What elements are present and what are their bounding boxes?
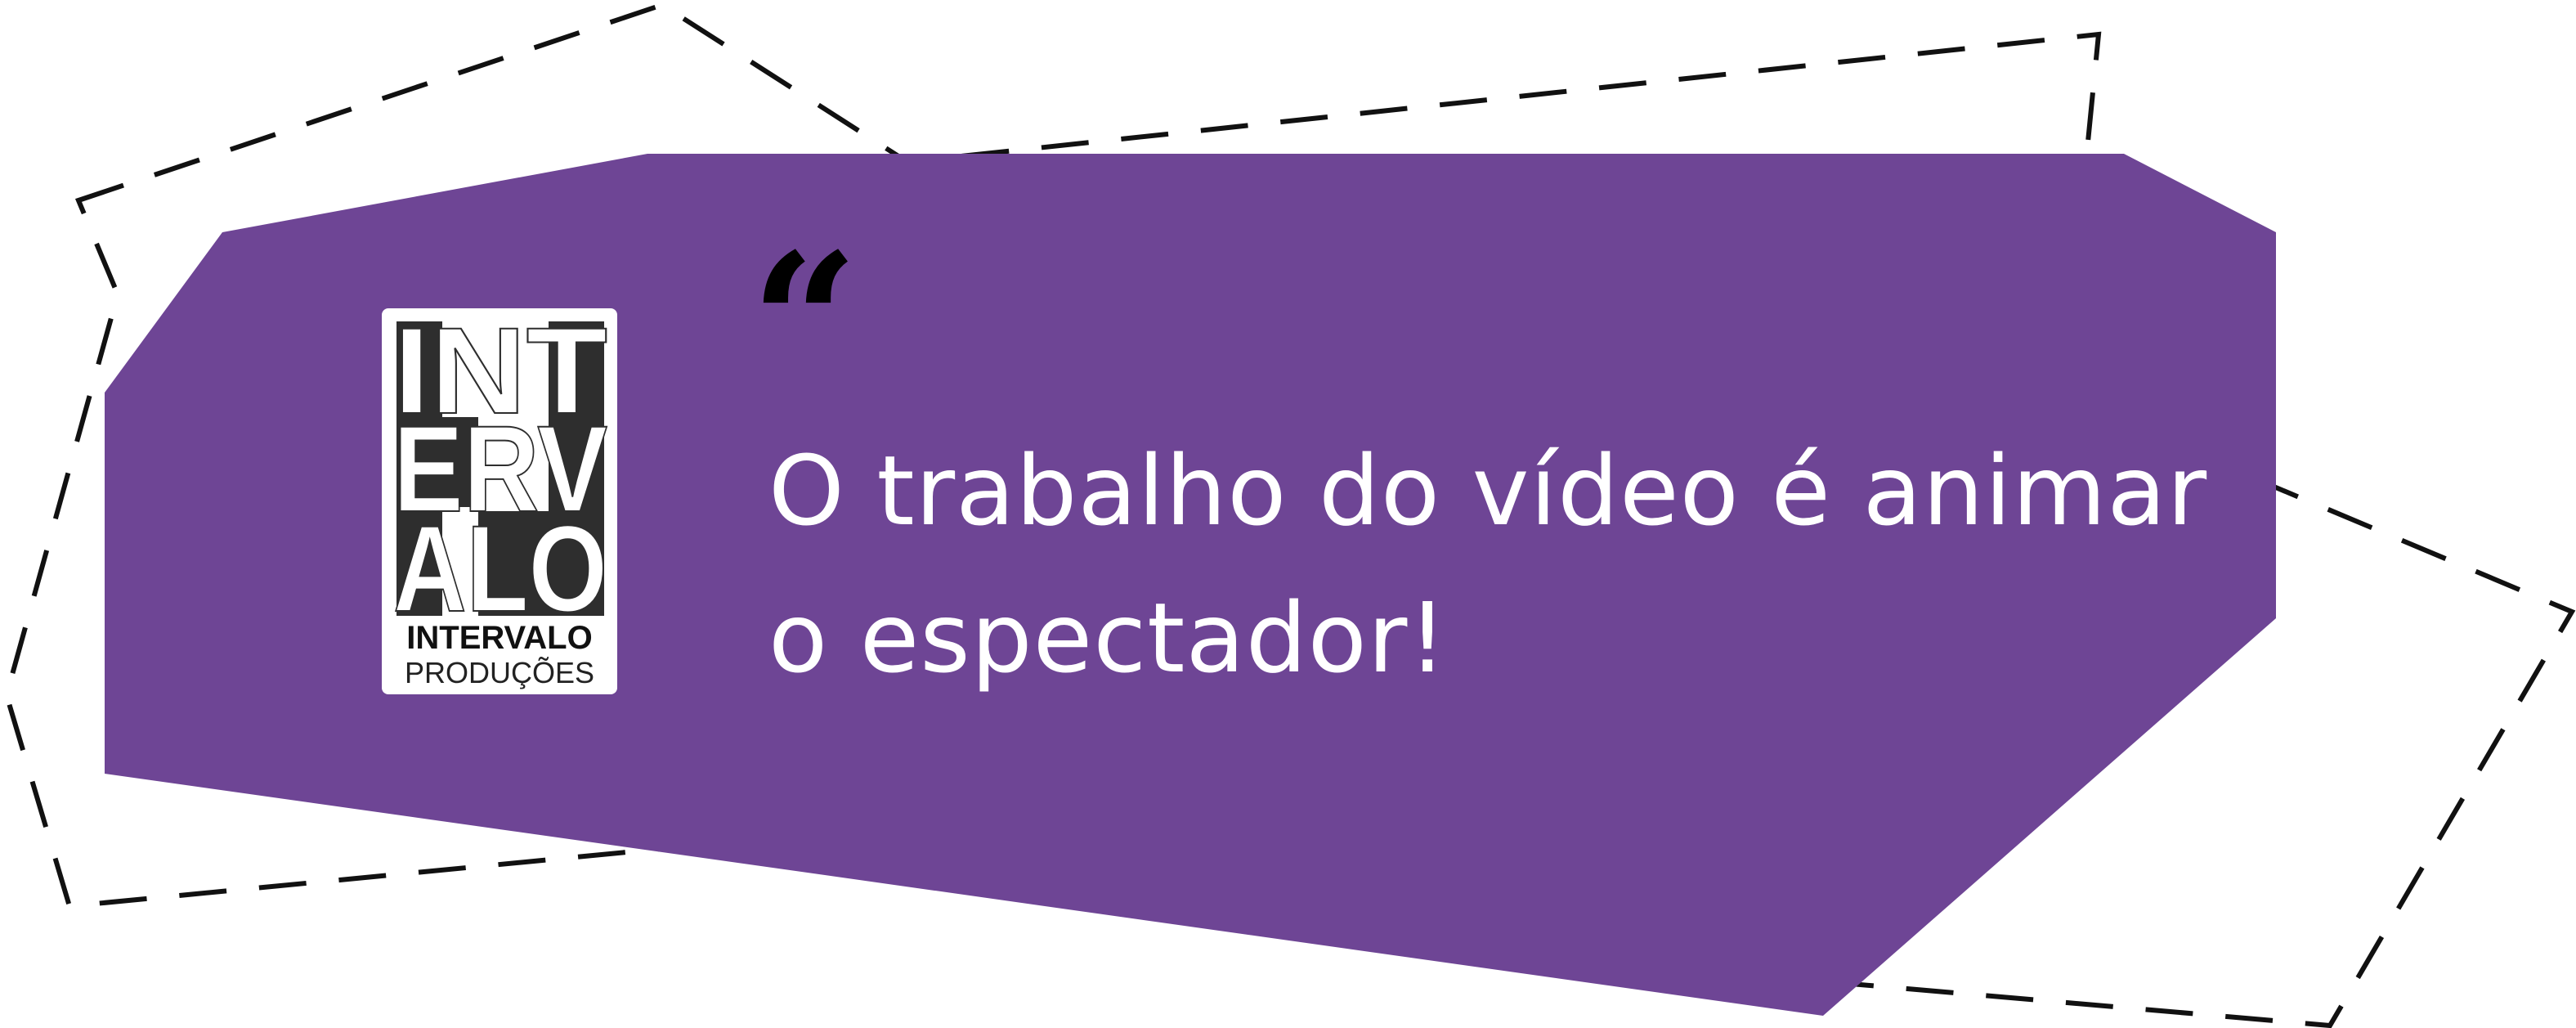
quote-line-1: O trabalho do vídeo é animar [768,434,2208,547]
logo-letter-grid-icon [388,315,611,619]
logo-name-line-2: PRODUÇÕES [404,656,595,689]
logo-mark-row-3: ALO [393,500,607,619]
company-logo [382,308,617,694]
quote-line-2: o espectador! [768,581,1448,694]
testimonial-quote [768,417,2208,712]
quote-mark-icon: “ [750,213,859,433]
logo-mark-row-2: ERV [393,400,607,537]
logo-mark-row-1: INT [393,315,607,439]
logo-name-line-1: INTERVALO [406,620,593,656]
